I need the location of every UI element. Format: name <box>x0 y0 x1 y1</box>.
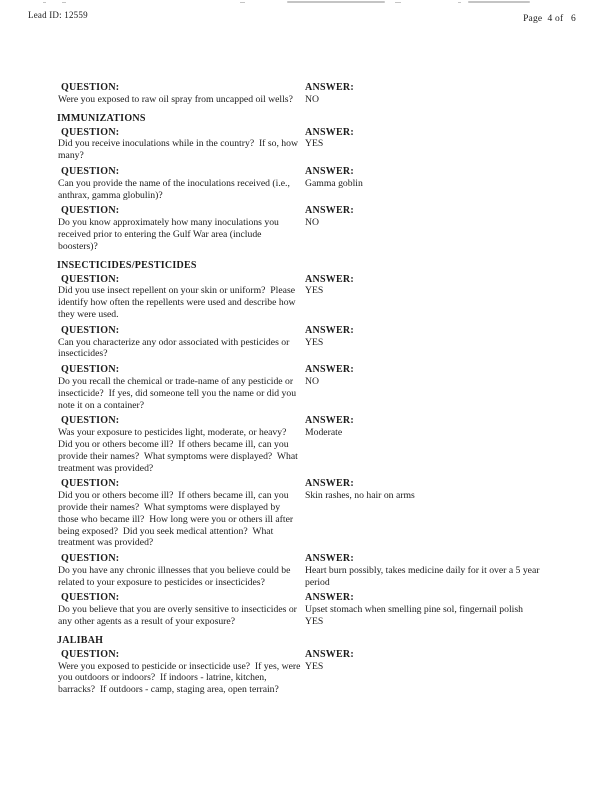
answer-lines <box>305 490 560 502</box>
scan-artifact <box>395 2 401 3</box>
question-text: Can you characterize any odor associated with pesticides or insecticides? <box>58 336 292 360</box>
section-header-jalibah: JALIBAH <box>57 634 104 646</box>
question-column <box>58 205 301 252</box>
answer-column <box>305 553 560 588</box>
question-column <box>58 127 301 162</box>
answer-text: Gamma goblin <box>305 177 363 189</box>
question-column <box>58 166 301 201</box>
answer-lines <box>305 427 560 439</box>
answer-lines <box>305 178 560 190</box>
qa-row <box>0 205 612 252</box>
question-text: Can you provide the name of the inoculations received (i.e., anthrax, gamma globulin)? <box>58 177 293 201</box>
answer-lines <box>305 337 560 349</box>
question-label: QUESTION: <box>61 165 120 177</box>
answer-text: YES <box>305 336 324 348</box>
answer-column <box>305 325 560 349</box>
section-header-insecticides-pesticides: INSECTICIDES/PESTICIDES <box>57 259 197 271</box>
scan-artifact <box>468 1 530 3</box>
question-column <box>58 415 301 474</box>
question-label: QUESTION: <box>61 478 120 490</box>
answer-lines <box>305 138 560 150</box>
answer-text: NO <box>305 217 319 229</box>
question-text: Did you or others become ill? If others became ill, can you provide their names? What symptoms were displayed by those who became ill? How long were you or others ill after being exposed? Did you seek medical attention? What treatment was provided? <box>58 490 296 549</box>
answer-lines <box>305 94 560 106</box>
answer-column <box>305 478 560 502</box>
question-text: Did you receive inoculations while in the country? If so, how many? <box>58 138 301 162</box>
answer-lines <box>305 217 560 229</box>
question-column <box>58 592 301 627</box>
question-text: Did you use insect repellent on your skin or uniform? Please identify how often the repellents were used and describe how they were used. <box>58 285 298 320</box>
qa-row <box>0 127 612 162</box>
question-text: Do you have any chronic illnesses that you believe could be related to your exposure to pesticides or insecticides? <box>58 564 293 588</box>
answer-label: ANSWER: <box>305 273 354 285</box>
answer-label: ANSWER: <box>305 592 354 604</box>
lead-id-label: Lead ID: 12559 <box>28 10 88 20</box>
qa-list <box>0 78 612 696</box>
answer-text: YES <box>305 616 324 628</box>
answer-column <box>305 166 560 190</box>
qa-row <box>0 592 612 627</box>
answer-text: Moderate <box>305 427 343 439</box>
question-label: QUESTION: <box>61 592 120 604</box>
answer-label: ANSWER: <box>305 648 354 660</box>
answer-column <box>305 127 560 151</box>
answer-text: Heart burn possibly, takes medicine daily for it over a 5 year period <box>305 564 542 588</box>
qa-row <box>0 325 612 360</box>
question-column <box>58 325 301 360</box>
question-label: QUESTION: <box>61 648 120 660</box>
answer-label: ANSWER: <box>305 126 354 138</box>
question-text: Was your exposure to pesticides light, moderate, or heavy? Did you or others become ill? If others became ill, can you provide their names? What symptoms were displayed? What treatment was provided? <box>58 427 301 474</box>
qa-row <box>0 649 612 696</box>
scan-artifact <box>287 1 385 3</box>
answer-text: YES <box>305 138 324 150</box>
answer-text: YES <box>305 660 324 672</box>
question-label: QUESTION: <box>61 364 120 376</box>
answer-lines <box>305 661 560 673</box>
question-column <box>58 274 301 321</box>
question-column <box>58 82 301 106</box>
answer-text: Upset stomach when smelling pine sol, fingernail polish <box>305 604 523 616</box>
answer-lines <box>305 285 560 297</box>
question-text: Do you believe that you are overly sensitive to insecticides or any other agents as a result of your exposure? <box>58 604 300 628</box>
answer-column <box>305 649 560 673</box>
page-number-label: Page 4 of 6 <box>523 14 576 24</box>
answer-label: ANSWER: <box>305 364 354 376</box>
question-column <box>58 553 301 588</box>
qa-row <box>0 478 612 549</box>
question-text: Were you exposed to pesticide or insecticide use? If yes, were you outdoors or indoors? If indoors - latrine, kitchen, barracks? If outdoors - camp, staging area, open terrain? <box>58 660 303 696</box>
answer-text: NO <box>305 93 319 105</box>
scan-artifact <box>43 2 46 3</box>
answer-column <box>305 364 560 388</box>
question-label: QUESTION: <box>61 82 120 93</box>
answer-label: ANSWER: <box>305 553 354 565</box>
question-label: QUESTION: <box>61 205 120 217</box>
question-label: QUESTION: <box>61 126 120 138</box>
qa-row <box>0 553 612 588</box>
qa-row <box>0 82 612 106</box>
qa-row <box>0 364 612 411</box>
section-header-immunizations: IMMUNIZATIONS <box>57 112 146 124</box>
answer-column <box>305 205 560 229</box>
answer-lines <box>305 565 560 589</box>
answer-label: ANSWER: <box>305 82 354 93</box>
answer-label: ANSWER: <box>305 165 354 177</box>
answer-lines <box>305 376 560 388</box>
answer-text: Skin rashes, no hair on arms <box>305 490 415 502</box>
answer-column <box>305 592 560 627</box>
question-text: Do you know approximately how many inoculations you received prior to entering the Gulf War area (include boosters)? <box>58 217 282 252</box>
qa-row <box>0 166 612 201</box>
answer-label: ANSWER: <box>305 415 354 427</box>
question-label: QUESTION: <box>61 324 120 336</box>
answer-text: NO <box>305 375 319 387</box>
question-column <box>58 478 301 549</box>
qa-row <box>0 274 612 321</box>
question-column <box>58 649 301 696</box>
question-text: Do you recall the chemical or trade-name of any pesticide or insecticide? If yes, did someone tell you the name or did you note it on a container? <box>58 375 299 411</box>
answer-label: ANSWER: <box>305 478 354 490</box>
question-label: QUESTION: <box>61 553 120 565</box>
question-column <box>58 364 301 411</box>
scan-artifact <box>240 2 245 3</box>
answer-column <box>305 415 560 439</box>
answer-column <box>305 82 560 106</box>
question-label: QUESTION: <box>61 273 120 285</box>
answer-column <box>305 274 560 298</box>
scan-artifact <box>458 2 461 3</box>
question-label: QUESTION: <box>61 415 120 427</box>
answer-lines <box>305 604 560 628</box>
qa-row <box>0 415 612 474</box>
question-text: Were you exposed to raw oil spray from uncapped oil wells? <box>58 93 293 105</box>
answer-label: ANSWER: <box>305 324 354 336</box>
scan-artifact <box>62 2 66 3</box>
answer-text: YES <box>305 285 324 297</box>
answer-label: ANSWER: <box>305 205 354 217</box>
